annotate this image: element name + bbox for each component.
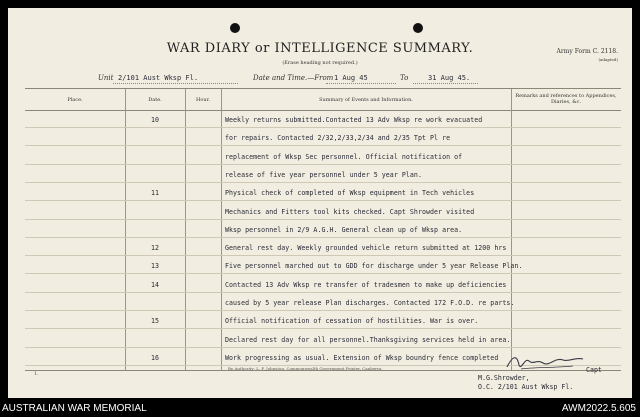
entry-text: for repairs. Contacted 2/32,2/33,2/34 and 2/35 Tpt Pl re [225,134,451,143]
archive-caption: AUSTRALIAN WAR MEMORIAL [2,403,147,414]
diary-page [8,8,632,398]
to-underline [413,83,478,84]
entry-text: Weekly returns submitted.Contacted 13 Adv Wksp re work evacuated [225,116,483,124]
entry-date: 14 [151,280,159,289]
col-date: Date. [148,97,162,103]
row-rule [25,219,621,220]
form-number [557,48,618,64]
row-rule [25,182,621,183]
entry-text: Five personnel marched out to GDD for discharge under 5 year Release Plan. [225,262,523,271]
row-rule [25,310,621,311]
row-rule [25,145,621,146]
to-value: 31 Aug 45. [428,74,471,82]
entry-text: caused by 5 year release Plan discharges. Contacted 172 F.O.D. re parts. [225,299,515,307]
entry-text: Official notification of cessation of hostilities. War is over. [225,317,479,326]
punch-hole-right [413,23,423,33]
table-header [25,89,621,111]
entry-text: Physical check of completed of Wksp equipment in Tech vehicles [225,189,475,198]
from-value: 1 Aug 45 [334,74,368,82]
form-adapted-text: (adapted) [598,57,618,62]
page-mark: 1. [34,371,39,377]
entry-text: Wksp personnel in 2/9 A.G.H. General clean up of Wksp area. [225,225,463,234]
row-rule [25,127,621,128]
unit-underline [113,83,238,84]
signature-name: M.G.Shrowder, [478,374,530,382]
row-rule [25,347,621,348]
row-rule [25,273,621,274]
entry-date: 13 [151,262,159,271]
signature-block [478,374,573,392]
form-number-text: Army Form C. 2118. [556,48,618,55]
entry-text: release of five year personnel under 5 year Plan. [225,170,422,179]
col-summary: Summary of Events and Information. [319,97,413,103]
unit-label: Unit [98,74,114,82]
entry-date: 12 [151,244,159,253]
signature-rank: Capt [586,366,602,374]
entry-text: Work progressing as usual. Extension of Wksp boundry fence completed [225,353,499,362]
row-rule [25,255,621,256]
entry-date: 16 [151,353,159,362]
row-rule [25,164,621,165]
entry-text: replacement of Wksp Sec personnel. Official notification of [225,152,463,161]
punch-hole-left [230,23,240,33]
entry-date: 15 [151,317,159,326]
signature-scrawl [503,351,593,373]
diary-table [25,88,621,371]
from-underline [326,83,396,84]
row-rule [25,328,621,329]
entry-text: Declared rest day for all personnel.Thanksgiving services held in area. [225,335,511,344]
header-fields [8,74,632,86]
row-rule [25,200,621,201]
date-label: Date and Time.—From [253,74,334,82]
entry-text: General rest day. Weekly grounded vehicle return submitted at 1200 hrs [225,244,507,253]
col-place: Place. [67,97,83,103]
accession-number: AWM2022.5.605 [561,403,636,414]
printer-imprint: By Authority: L. F. Johnston, Commonwealth Government Printer, Canberra. [228,366,383,371]
form-subtitle: (Erase heading not required.) [282,60,358,66]
form-title: WAR DIARY or INTELLIGENCE SUMMARY. [166,41,474,56]
unit-value: 2/101 Aust Wksp Fl. [118,74,199,82]
entry-date: 11 [151,189,159,198]
to-label: To [400,74,409,82]
col-hour: Hour. [195,97,211,103]
row-rule [25,237,621,238]
signature-position: O.C. 2/101 Aust Wksp Fl. [478,383,574,391]
entry-date: 10 [151,116,159,124]
row-rule [25,292,621,293]
col-remarks: Remarks and references to Appendices, Diaries, &c. [515,93,617,105]
entry-text: Contacted 13 Adv Wksp re transfer of tradesmen to make up deficiencies [225,280,507,289]
entry-text: Mechanics and Fitters tool kits checked. Capt Shrowder visited [225,207,475,216]
